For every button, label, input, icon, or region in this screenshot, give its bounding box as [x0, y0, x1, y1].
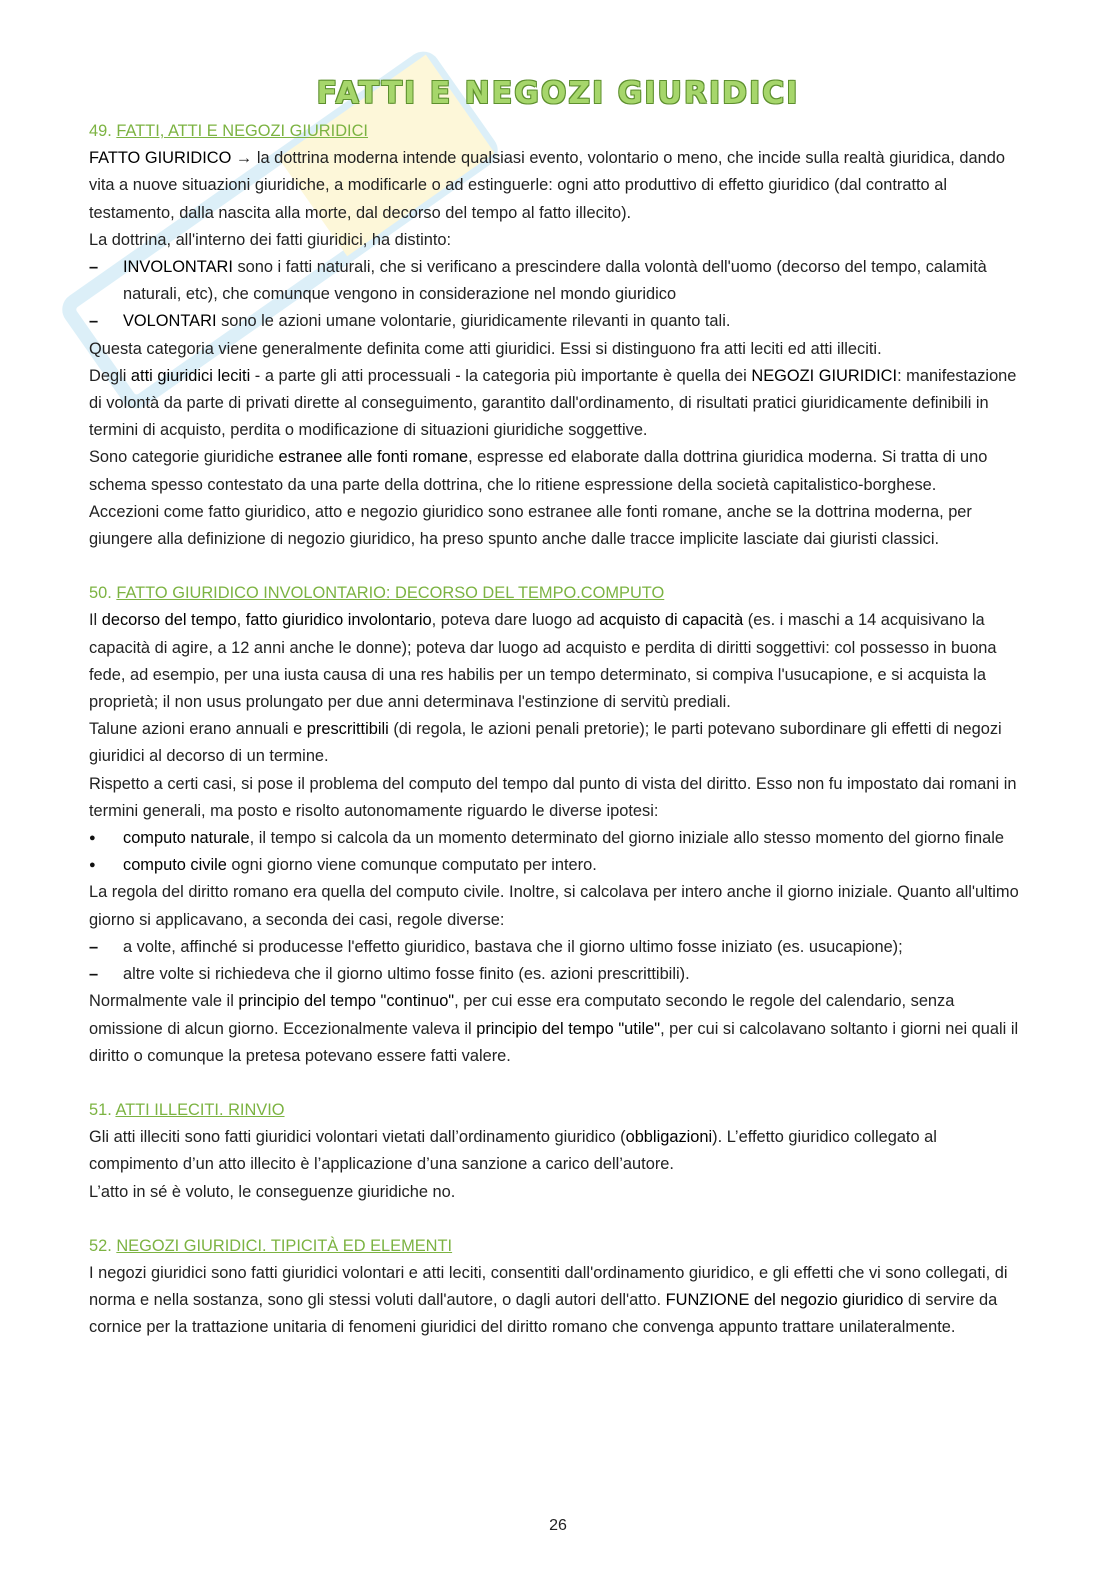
- page-number: 26: [549, 1517, 567, 1534]
- page-title: FATTI E NEGOZI GIURIDICI: [316, 76, 800, 111]
- paragraph: Rispetto a certi casi, si pose il problema del computo del tempo dal punto di vista del diritto. Esso non fu impostato dai romani in termini generali, ma posto e risolto autonomamente riguardo le diverse ipotesi:: [89, 774, 1017, 820]
- section-heading-52: 52. NEGOZI GIURIDICI. TIPICITÀ ED ELEMENTI: [89, 1236, 453, 1255]
- paragraph: Questa categoria viene generalmente definita come atti giuridici. Essi si distinguono fra atti leciti ed atti illeciti.: [89, 339, 882, 358]
- paragraph: Degli atti giuridici leciti - a parte gli atti processuali - la categoria più importante è quella dei NEGOZI GIURIDICI: manifestazione di volontà da parte di privati dirette al conseguimento, garantito dall'ordinamento, di risultati pratici giuridicamente definibili in termini di acquisto, perdita o modificazione di situazioni giuridiche soggettive.: [89, 366, 1017, 440]
- paragraph: Sono categorie giuridiche estranee alle fonti romane, espresse ed elaborate dalla dottrina giuridica moderna. Si tratta di uno schema spesso contestato da una parte della dottrina, che lo ritiene espressione della società capitalistico-borghese.: [89, 448, 988, 494]
- paragraph: Il decorso del tempo, fatto giuridico involontario, poteva dare luogo ad acquisto di capacità (es. i maschi a 14 acquisivano la capacità di agire, a 12 anni anche le donne); poteva dar luogo ad acquisto e perdita di diritti soggettivi: col possesso in buona fede, ad esempio, per una iusta causa di una res habilis per un tempo determinato, si compiva l'usucapione, e si acquista la proprietà; il non usus prolungato per due anni determinava l'estinzione di servitù prediali.: [89, 611, 997, 712]
- list-item: – INVOLONTARI sono i fatti naturali, che si verificano a prescindere dalla volontà dell'uomo (decorso del tempo, calamità naturali, etc), che comunque vengono in considerazione nel mondo giuridico: [89, 254, 1029, 308]
- paragraph: Normalmente vale il principio del tempo "continuo", per cui esse era computato secondo le regole del calendario, senza omissione di alcun giorno. Eccezionalmente valeva il principio del tempo "utile", per cui si calcolavano soltanto i giorni nei quali il diritto o comunque la pretesa potevano essere fatti valere.: [89, 992, 1019, 1065]
- paragraph: L’atto in sé è voluto, le conseguenze giuridiche no.: [89, 1182, 456, 1201]
- arrow-icon: →: [231, 149, 257, 168]
- dash-list: [89, 254, 1029, 336]
- paragraph: Accezioni come fatto giuridico, atto e negozio giuridico sono estranee alle fonti romane, anche se la dottrina moderna, per giungere alla definizione di negozio giuridico, ha preso spunto anche dalle tracce implicite lasciate dai giuristi classici.: [89, 502, 972, 549]
- paragraph: FATTO GIURIDICO → la dottrina moderna intende qualsiasi evento, volontario o meno, che incide sulla realtà giuridica, dando vita a nuove situazioni giuridiche, a modificarle o ad estinguerle: ogni atto produttivo di effetto giuridico (dal contratto al testamento, dalla nascita alla morte, dal decorso del tempo al fatto illecito).: [89, 149, 1005, 222]
- keyword: FATTO GIURIDICO: [89, 149, 232, 168]
- paragraph: Gli atti illeciti sono fatti giuridici volontari vietati dall’ordinamento giuridico (obbligazioni). L’effetto giuridico collegato al compimento d’un atto illecito è l’applicazione d’una sanzione a carico dell’autore.: [89, 1128, 937, 1174]
- section-heading-49: 49. FATTI, ATTI E NEGOZI GIURIDICI: [89, 122, 368, 140]
- paragraph: Talune azioni erano annuali e prescrittibili (di regola, le azioni penali pretorie); le parti potevano subordinare gli effetti di negozi giuridici al decorso di un termine.: [89, 720, 1002, 766]
- list-item: ● computo civile ogni giorno viene comunque computato per intero.: [89, 852, 1029, 879]
- dash-list: [89, 934, 1029, 988]
- bullet-list: [89, 825, 1029, 879]
- section-heading-50: 50. FATTO GIURIDICO INVOLONTARIO: DECORSO DEL TEMPO.COMPUTO: [89, 584, 665, 603]
- paragraph: La regola del diritto romano era quella del computo civile. Inoltre, si calcolava per intero anche il giorno iniziale. Quanto all'ultimo giorno si applicavano, a seconda dei casi, regole diverse:: [89, 883, 1019, 929]
- list-item: – VOLONTARI sono le azioni umane volontarie, giuridicamente rilevanti in quanto tali.: [89, 308, 1029, 335]
- paragraph: La dottrina, all'interno dei fatti giuridici, ha distinto:: [89, 230, 452, 249]
- paragraph: I negozi giuridici sono fatti giuridici volontari e atti leciti, consentiti dall'ordinamento giuridico, e gli effetti che vi sono collegati, di norma e nella sostanza, sono gli stessi voluti dall'autore, o dagli autori dell'atto. FUNZIONE del negozio giuridico di servire da cornice per la trattazione unitaria di fenomeni giuridici del diritto romano che convenga appunto trattare unilateralmente.: [89, 1263, 1008, 1337]
- list-item: ● computo naturale, il tempo si calcola da un momento determinato del giorno iniziale allo stesso momento del giorno finale: [89, 825, 1029, 852]
- document-body: [89, 118, 1029, 1342]
- list-item: – a volte, affinché si producesse l'effetto giuridico, bastava che il giorno ultimo fosse iniziato (es. usucapione);: [89, 934, 1029, 961]
- list-item: – altre volte si richiedeva che il giorno ultimo fosse finito (es. azioni prescrittibili).: [89, 961, 1029, 988]
- section-heading-51: 51. ATTI ILLECITI. RINVIO: [89, 1100, 285, 1119]
